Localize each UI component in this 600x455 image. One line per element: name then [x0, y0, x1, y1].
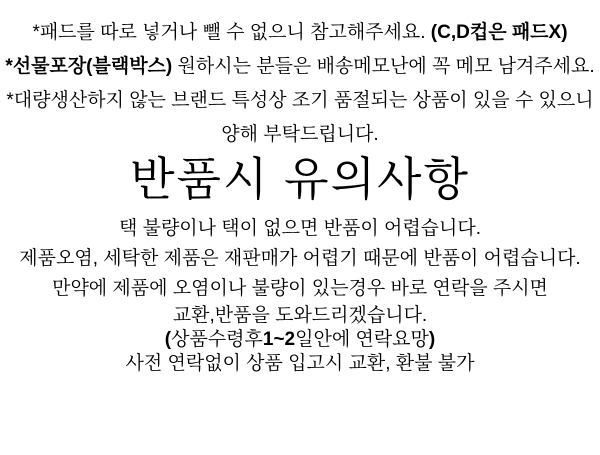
- notice-line-giftwrap-text: 원하시는 분들은 배송메모난에 꼭 메모 남겨주세요.: [172, 56, 595, 77]
- contact-window-days: 1~2: [262, 329, 296, 350]
- policy-line-exchange-help: 교환,반품을 도와드리겠습니다.: [172, 305, 428, 326]
- contact-window-open-paren: (: [164, 329, 172, 350]
- notice-line-understanding: 양해 부탁드립니다.: [221, 124, 379, 145]
- notice-line-giftwrap: [0, 50, 600, 84]
- policy-line-resale-condition: 제품오염, 세탁한 제품은 재판매가 어렵기 때문에 반품이 어렵습니다.: [19, 248, 581, 269]
- notice-line-soldout: *대량생산하지 않는 브랜드 특성상 조기 품절되는 상품이 있을 수 있으니: [6, 90, 594, 111]
- notice-line-giftwrap-bold-text: *선물포장(블랙박스): [5, 56, 173, 77]
- policy-line-tag-condition: 택 불량이나 택이 없으면 반품이 어렵습니다.: [118, 218, 482, 239]
- notice-line-pads: [0, 16, 600, 50]
- shipping-notices-section: [0, 0, 600, 152]
- contact-window-pre-text: 상품수령후: [171, 329, 263, 350]
- policy-line-contact-window: [0, 328, 600, 352]
- contact-window-close-paren: ): [428, 329, 436, 350]
- page-title: 반품시 유의사항: [130, 153, 470, 205]
- return-policy-section: [0, 214, 600, 304]
- policy-line-contact-request: 만약에 제품에 오염이나 불량이 있는경우 바로 연락을 주시면: [52, 278, 548, 299]
- notice-line-pads-bold-text: (C,D컵은 패드X): [430, 22, 568, 43]
- policy-line-no-contact-rule: 사전 연락없이 상품 입고시 교환, 환불 불가: [125, 353, 475, 374]
- contact-window-post-text: 일안에 연락요망: [295, 329, 429, 350]
- notice-line-pads-text: *패드를 따로 넣거나 뺄 수 없으니 참고해주세요.: [32, 22, 431, 43]
